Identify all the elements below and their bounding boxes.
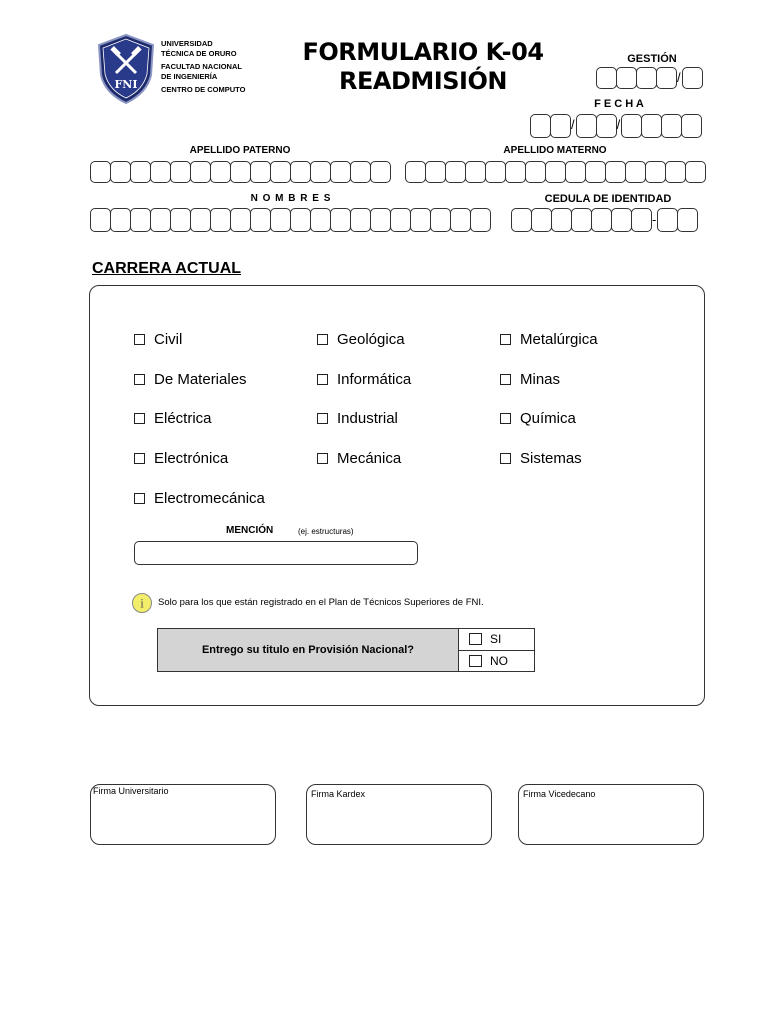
institution-block bbox=[161, 39, 245, 95]
option-informatica[interactable] bbox=[317, 371, 411, 388]
fecha-day-digit[interactable] bbox=[550, 114, 571, 138]
apellido-paterno-cell[interactable] bbox=[250, 161, 271, 183]
option-label: Metalúrgica bbox=[520, 331, 598, 348]
nombres-cell[interactable] bbox=[430, 208, 451, 232]
title-line-1: FORMULARIO K-04 bbox=[302, 38, 544, 66]
option-electronica[interactable] bbox=[134, 450, 228, 467]
apellido-materno-cell[interactable] bbox=[505, 161, 526, 183]
apellido-materno-cell[interactable] bbox=[585, 161, 606, 183]
option-label: Civil bbox=[154, 331, 183, 348]
gestion-field[interactable] bbox=[596, 67, 702, 89]
nombres-cell[interactable] bbox=[370, 208, 391, 232]
checkbox[interactable] bbox=[317, 453, 328, 464]
option-industrial[interactable] bbox=[317, 410, 398, 427]
fecha-day-digit[interactable] bbox=[530, 114, 551, 138]
apellido-paterno-cell[interactable] bbox=[310, 161, 331, 183]
apellido-paterno-cell[interactable] bbox=[90, 161, 111, 183]
nombres-cell[interactable] bbox=[190, 208, 211, 232]
apellido-paterno-cell[interactable] bbox=[210, 161, 231, 183]
checkbox[interactable] bbox=[469, 655, 482, 667]
carrera-section-title: CARRERA ACTUAL bbox=[92, 260, 242, 277]
checkbox[interactable] bbox=[134, 453, 145, 464]
apellido-materno-cell[interactable] bbox=[405, 161, 426, 183]
institution-line: CENTRO DE COMPUTO bbox=[161, 85, 246, 94]
checkbox[interactable] bbox=[317, 413, 328, 424]
gestion-period[interactable] bbox=[682, 67, 703, 89]
option-label: Minas bbox=[520, 371, 561, 388]
provision-yes-option[interactable] bbox=[459, 629, 534, 651]
fecha-year-digit[interactable] bbox=[621, 114, 642, 138]
apellido-paterno-cell[interactable] bbox=[270, 161, 291, 183]
gestion-digit[interactable] bbox=[616, 67, 637, 89]
cedula-digit[interactable] bbox=[631, 208, 652, 232]
apellido-materno-cell[interactable] bbox=[565, 161, 586, 183]
page-title bbox=[273, 38, 573, 96]
checkbox[interactable] bbox=[134, 413, 145, 424]
cedula-digit[interactable] bbox=[551, 208, 572, 232]
mencion-label: MENCIÓN bbox=[226, 525, 274, 536]
institution-line: UNIVERSIDAD bbox=[161, 39, 213, 48]
cedula-digit[interactable] bbox=[591, 208, 612, 232]
provision-no-option[interactable] bbox=[459, 651, 534, 672]
checkbox[interactable] bbox=[134, 374, 145, 385]
nombres-cell[interactable] bbox=[210, 208, 231, 232]
option-label: Informática bbox=[337, 371, 412, 388]
nombres-cell[interactable] bbox=[350, 208, 371, 232]
apellido-materno-cell[interactable] bbox=[425, 161, 446, 183]
checkbox[interactable] bbox=[500, 413, 511, 424]
checkbox[interactable] bbox=[317, 334, 328, 345]
slash-separator: / bbox=[677, 70, 681, 85]
option-civil[interactable] bbox=[134, 331, 182, 348]
apellido-paterno-cell[interactable] bbox=[110, 161, 131, 183]
svg-text:i: i bbox=[140, 595, 144, 611]
apellido-materno-cell[interactable] bbox=[685, 161, 706, 183]
apellido-paterno-cell[interactable] bbox=[370, 161, 391, 183]
nombres-label: N O M B R E S bbox=[250, 193, 332, 204]
gestion-digit[interactable] bbox=[596, 67, 617, 89]
apellido-paterno-cell[interactable] bbox=[350, 161, 371, 183]
checkbox[interactable] bbox=[469, 633, 482, 645]
nombres-cell[interactable] bbox=[450, 208, 471, 232]
option-label: Electromecánica bbox=[154, 490, 265, 507]
cedula-digit[interactable] bbox=[511, 208, 532, 232]
option-de-materiales[interactable] bbox=[134, 371, 247, 388]
mencion-hint: (ej. estructuras) bbox=[298, 527, 354, 536]
provision-table bbox=[157, 628, 535, 672]
checkbox[interactable] bbox=[134, 493, 145, 504]
apellido-materno-cell[interactable] bbox=[445, 161, 466, 183]
apellido-paterno-cell[interactable] bbox=[150, 161, 171, 183]
nombres-cell[interactable] bbox=[250, 208, 271, 232]
nombres-cell[interactable] bbox=[110, 208, 131, 232]
slash-separator: / bbox=[616, 117, 621, 132]
nombres-field[interactable] bbox=[90, 208, 490, 232]
apellido-materno-cell[interactable] bbox=[605, 161, 626, 183]
checkbox[interactable] bbox=[134, 334, 145, 345]
checkbox[interactable] bbox=[317, 374, 328, 385]
apellido-materno-cell[interactable] bbox=[545, 161, 566, 183]
option-minas[interactable] bbox=[500, 371, 560, 388]
apellido-paterno-cell[interactable] bbox=[170, 161, 191, 183]
apellido-materno-cell[interactable] bbox=[625, 161, 646, 183]
provision-question: Entrego su titulo en Provisión Nacional? bbox=[158, 629, 459, 671]
nombres-cell[interactable] bbox=[270, 208, 291, 232]
signature-box-kardex[interactable] bbox=[306, 784, 492, 845]
cedula-field[interactable] bbox=[511, 208, 697, 232]
nombres-cell[interactable] bbox=[150, 208, 171, 232]
dash-separator: - bbox=[652, 212, 657, 227]
option-label: Química bbox=[520, 410, 576, 427]
fecha-year-digit[interactable] bbox=[661, 114, 682, 138]
info-text: Solo para los que están registrado en el Plan de Técnicos Superiores de FNI. bbox=[158, 597, 484, 608]
cedula-ext[interactable] bbox=[677, 208, 698, 232]
signature-box-vicedecano[interactable] bbox=[518, 784, 704, 845]
option-geologica[interactable] bbox=[317, 331, 405, 348]
info-icon bbox=[131, 592, 153, 614]
apellido-paterno-label: APELLIDO PATERNO bbox=[189, 145, 291, 156]
university-shield-logo bbox=[97, 33, 155, 105]
nombres-cell[interactable] bbox=[410, 208, 431, 232]
logo-text: FNI bbox=[114, 78, 138, 91]
nombres-cell[interactable] bbox=[310, 208, 331, 232]
option-label: De Materiales bbox=[154, 371, 247, 388]
title-line-2: READMISIÓN bbox=[339, 67, 507, 95]
institution-line: FACULTAD NACIONAL bbox=[161, 62, 242, 71]
apellido-materno-label: APELLIDO MATERNO bbox=[503, 145, 607, 156]
cedula-label: CEDULA DE IDENTIDAD bbox=[544, 193, 672, 205]
slash-separator: / bbox=[571, 117, 575, 132]
provision-no-label: NO bbox=[490, 653, 508, 668]
apellido-paterno-cell[interactable] bbox=[330, 161, 351, 183]
cedula-digit[interactable] bbox=[531, 208, 552, 232]
fecha-label: F E C H A bbox=[594, 98, 644, 110]
option-label: Electrónica bbox=[154, 450, 229, 467]
option-electromecanica[interactable] bbox=[134, 490, 265, 507]
apellido-paterno-cell[interactable] bbox=[190, 161, 211, 183]
nombres-cell[interactable] bbox=[230, 208, 251, 232]
cedula-digit[interactable] bbox=[611, 208, 632, 232]
apellido-paterno-cell[interactable] bbox=[130, 161, 151, 183]
gestion-digit[interactable] bbox=[636, 67, 657, 89]
apellido-materno-cell[interactable] bbox=[465, 161, 486, 183]
option-sistemas[interactable] bbox=[500, 450, 582, 467]
signature-box-universitario[interactable] bbox=[90, 784, 276, 845]
apellido-materno-field[interactable] bbox=[405, 161, 705, 183]
option-label: Sistemas bbox=[520, 450, 582, 467]
option-label: Industrial bbox=[337, 410, 398, 427]
institution-line: DE INGENIERÍA bbox=[161, 71, 218, 81]
fecha-month-digit[interactable] bbox=[576, 114, 597, 138]
fecha-month-digit[interactable] bbox=[596, 114, 617, 138]
nombres-cell[interactable] bbox=[90, 208, 111, 232]
option-label: Geológica bbox=[337, 331, 405, 348]
nombres-cell[interactable] bbox=[290, 208, 311, 232]
option-quimica[interactable] bbox=[500, 410, 576, 427]
fecha-year-digit[interactable] bbox=[641, 114, 662, 138]
nombres-cell[interactable] bbox=[470, 208, 491, 232]
apellido-materno-cell[interactable] bbox=[645, 161, 666, 183]
apellido-materno-cell[interactable] bbox=[485, 161, 506, 183]
signature-label: Firma Universitario bbox=[93, 786, 169, 796]
option-label: Mecánica bbox=[337, 450, 402, 467]
provision-yes-label: SI bbox=[490, 632, 502, 647]
cedula-digit[interactable] bbox=[571, 208, 592, 232]
signature-label: Firma Kardex bbox=[311, 789, 366, 799]
option-mecanica[interactable] bbox=[317, 450, 401, 467]
option-metalurgica[interactable] bbox=[500, 331, 598, 348]
signature-label: Firma Vicedecano bbox=[523, 789, 596, 799]
checkbox[interactable] bbox=[500, 374, 511, 385]
apellido-paterno-cell[interactable] bbox=[230, 161, 251, 183]
mencion-input[interactable] bbox=[134, 541, 418, 565]
nombres-cell[interactable] bbox=[130, 208, 151, 232]
cedula-ext[interactable] bbox=[657, 208, 678, 232]
nombres-cell[interactable] bbox=[390, 208, 411, 232]
fecha-field[interactable] bbox=[530, 114, 701, 138]
checkbox[interactable] bbox=[500, 453, 511, 464]
checkbox[interactable] bbox=[500, 334, 511, 345]
apellido-materno-cell[interactable] bbox=[525, 161, 546, 183]
apellido-paterno-cell[interactable] bbox=[290, 161, 311, 183]
option-electrica[interactable] bbox=[134, 410, 212, 427]
apellido-paterno-field[interactable] bbox=[90, 161, 390, 183]
apellido-materno-cell[interactable] bbox=[665, 161, 686, 183]
institution-line: TÉCNICA DE ORURO bbox=[161, 48, 237, 58]
option-label: Eléctrica bbox=[154, 410, 212, 427]
nombres-cell[interactable] bbox=[170, 208, 191, 232]
gestion-label: GESTIÓN bbox=[627, 53, 677, 65]
fecha-year-digit[interactable] bbox=[681, 114, 702, 138]
nombres-cell[interactable] bbox=[330, 208, 351, 232]
gestion-digit[interactable] bbox=[656, 67, 677, 89]
